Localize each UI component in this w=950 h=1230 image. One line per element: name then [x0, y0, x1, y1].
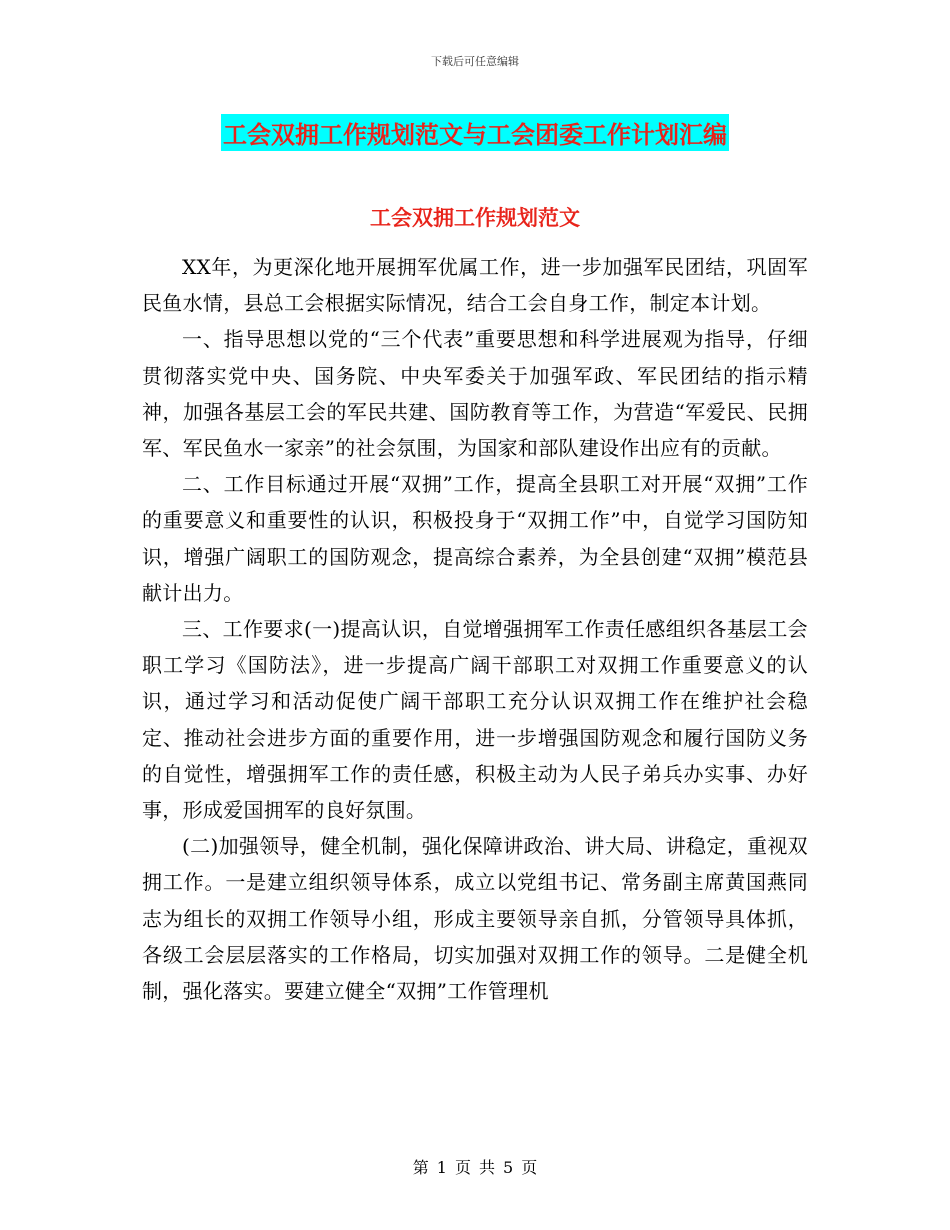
paragraph: XX年，为更深化地开展拥军优属工作，进一步加强军民团结，巩固军民鱼水情，县总工会根据实际情况，结合工会自身工作，制定本计划。	[142, 255, 808, 316]
total-pages: 5	[503, 1158, 514, 1177]
page-number: 1	[436, 1158, 447, 1177]
paragraph: 一、指导思想以党的“三个代表”重要思想和科学进展观为指导，仔细贯彻落实党中央、国务院、中央军委关于加强军政、军民团结的指示精神，加强各基层工会的军民共建、国防教育等工作，为营造“军爱民、民拥军、军民鱼水一家亲”的社会氛围，为国家和部队建设作出应有的贡献。	[142, 327, 808, 461]
footer-page-unit: 页	[454, 1158, 471, 1177]
main-title-container	[0, 114, 950, 151]
document-body	[142, 249, 808, 1009]
sub-title: 工会双拥工作规划范文	[370, 206, 580, 230]
paragraph: (二)加强领导，健全机制，强化保障讲政治、讲大局、讲稳定，重视双拥工作。一是建立组织领导体系，成立以党组书记、常务副主席黄国燕同志为组长的双拥工作领导小组，形成主要领导亲自抓，分管领导具体抓，各级工会层层落实的工作格局，切实加强对双拥工作的领导。二是健全机制，强化落实。要建立健全“双拥”工作管理机	[142, 834, 808, 1004]
footer-total-prefix: 共	[479, 1158, 496, 1177]
page-footer	[0, 1155, 950, 1178]
footer-total-unit: 页	[521, 1158, 538, 1177]
header-note: 下载后可任意编辑	[431, 55, 519, 68]
main-title: 工会双拥工作规划范文与工会团委工作计划汇编	[221, 114, 729, 151]
paragraph: 三、工作要求(一)提高认识，自觉增强拥军工作责任感组织各基层工会职工学习《国防法》，进一步提高广阔干部职工对双拥工作重要意义的认识，通过学习和活动促使广阔干部职工充分认识双拥工作在维护社会稳定、推动社会进步方面的重要作用，进一步增强国防观念和履行国防义务的自觉性，增强拥军工作的责任感，积极主动为人民子弟兵办实事、办好事，形成爱国拥军的良好氛围。	[142, 617, 808, 823]
footer-prefix: 第	[412, 1158, 429, 1177]
paragraph: 二、工作目标通过开展“双拥”工作，提高全县职工对开展“双拥”工作的重要意义和重要性的认识，积极投身于“双拥工作”中，自觉学习国防知识，增强广阔职工的国防观念，提高综合素养，为全县创建“双拥”模范县献计出力。	[142, 472, 808, 605]
